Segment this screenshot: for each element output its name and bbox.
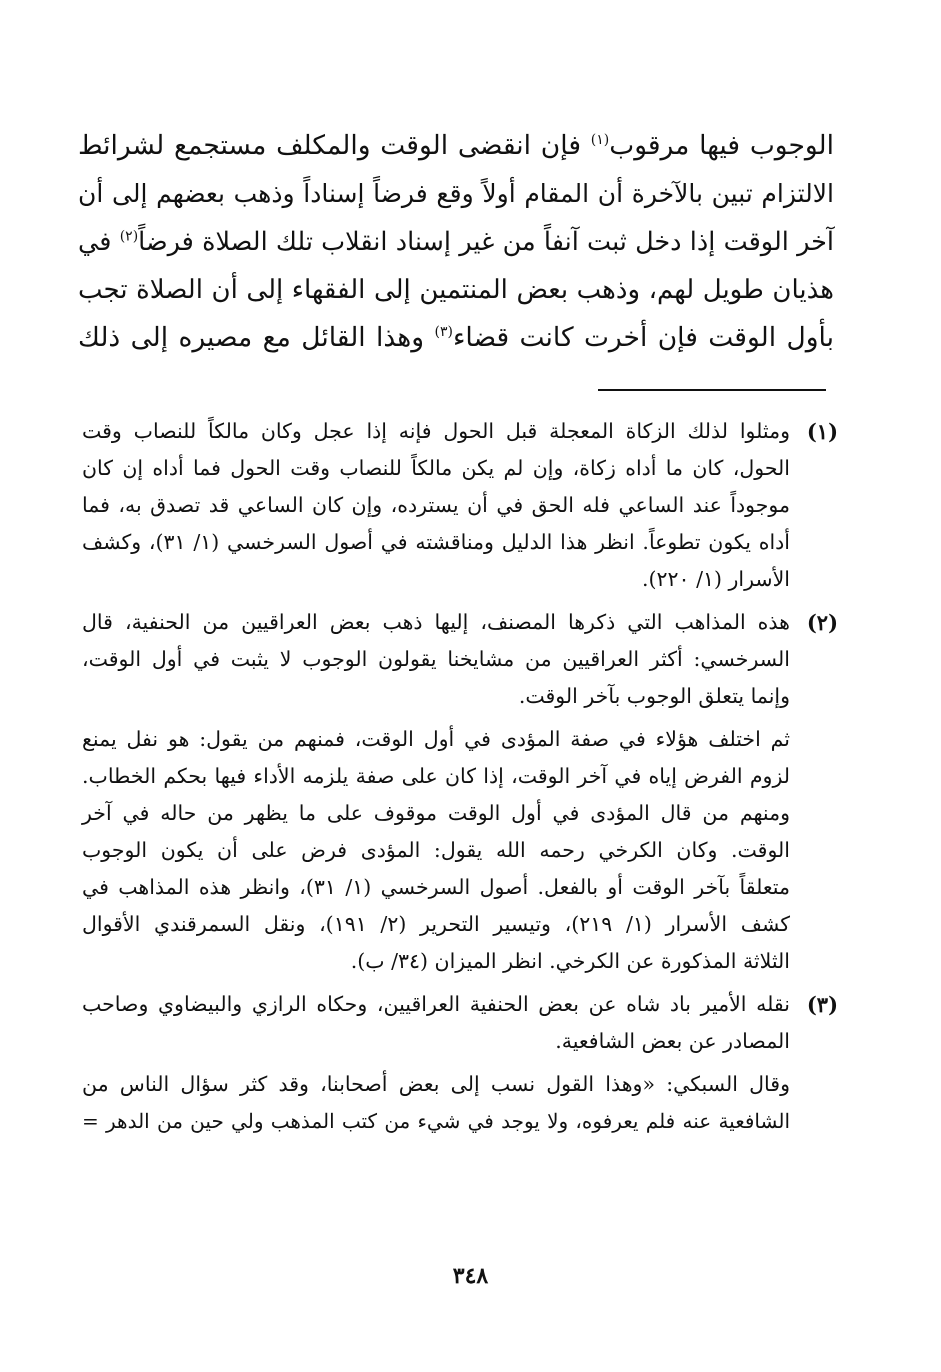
footnote-number: (٣) — [806, 992, 838, 1017]
footnote-line: كشف الأسرار (١/ ٢١٩)، وتيسير التحرير (٢/ ١٩١)، ونقل السمرقندي الأقوال — [82, 912, 790, 936]
main-line: الوجوب فيها مرقوب$^{(١)}$ فإن انقضى الوقت والمكلف مستجمع لشرائط — [78, 130, 834, 161]
footnote-line: نقله الأمير باد شاه عن بعض الحنفية العراقيين، وحكاه الرازي والبيضاوي وصاحب — [82, 992, 790, 1016]
footnote-line: ثم اختلف هؤلاء في صفة المؤدى في أول الوقت، فمنهم من يقول: هو نفل يمنع — [82, 727, 790, 751]
main-line: آخر الوقت إذا دخل ثبت آنفاً من غير إسناد انقلاب تلك الصلاة فرضاً$^{(٢)}$ في — [78, 227, 834, 257]
footnote-line: متعلقاً بآخر الوقت أو بالفعل. أصول السرخسي (١/ ٣١)، وانظر هذه المذاهب في — [82, 875, 790, 899]
footnote-line: ومنهم من قال المؤدى في أول الوقت موقوف على ما يظهر من حاله في آخر — [82, 801, 790, 825]
footnote-3 — [82, 986, 838, 1140]
footnote-line: لزوم الفرض إياه في آخر الوقت، إذا كان على صفة يلزمه الأداء فيها بحكم الخطاب. — [82, 764, 790, 788]
footnote-line: موجوداً عند الساعي فله الحق في أن يسترده، وإن كان الساعي قد تصدق به، فما — [82, 493, 790, 517]
main-line: هذيان طويل لهم، وذهب بعض المنتمين إلى الفقهاء إلى أن الصلاة تجب — [78, 275, 834, 305]
footnote-line: وقال السبكي: «وهذا القول نسب إلى بعض أصحابنا، وقد كثر سؤال الناس من — [82, 1072, 790, 1096]
footnotes-block — [82, 413, 838, 1140]
page-number: ٣٤٨ — [452, 1263, 489, 1289]
footnote-ref: (٢) — [119, 228, 139, 245]
footnote-line: الشافعية عنه فلم يعرفوه، ولا يوجد في شيء من كتب المذهب ولي حين من الدهر = — [82, 1109, 790, 1133]
footnote-number: (٢) — [806, 610, 838, 635]
footnote-line: وإنما يتعلق الوجوب بآخر الوقت. — [518, 684, 790, 708]
footnote-line: المصادر عن بعض الشافعية. — [555, 1029, 790, 1053]
main-line: الالتزام تبين بالآخرة أن المقام أولاً وقع فرضاً إسناداً وذهب بعضهم إلى أن — [78, 179, 834, 208]
footnote-line: الأسرار (١/ ٢٢٠). — [642, 567, 790, 591]
main-text-block — [78, 122, 834, 362]
footnote-1 — [82, 413, 838, 598]
footnote-line: الوقت. وكان الكرخي رحمه الله يقول: المؤدى فرض على أن يكون الوجوب — [82, 838, 790, 862]
footnote-line: أداه يكون تطوعاً. انظر هذا الدليل ومناقشته في أصول السرخسي (١/ ٣١)، وكشف — [82, 530, 790, 554]
footnote-ref: (١) — [590, 132, 610, 149]
footnote-ref: (٣) — [434, 324, 453, 341]
footnote-line: ومثلوا لذلك الزكاة المعجلة قبل الحول فإنه إذا عجل وكان مالكاً للنصاب وقت — [82, 419, 790, 443]
footnote-2 — [82, 604, 838, 980]
footnote-number: (١) — [806, 419, 838, 444]
footnote-line: السرخسي: أكثر العراقيين من مشايخنا يقولون الوجوب لا يثبت في أول الوقت، — [82, 647, 790, 671]
footnote-line: هذه المذاهب التي ذكرها المصنف، إليها ذهب بعض العراقيين من الحنفية، قال — [82, 610, 790, 634]
main-line: بأول الوقت فإن أخرت كانت قضاء$^{(٣)}$ وهذا القائل مع مصيره إلى ذلك — [78, 322, 834, 353]
footnote-line: الثلاثة المذكورة عن الكرخي. انظر الميزان (٣٤/ ب). — [350, 949, 790, 973]
footnote-separator — [598, 389, 826, 391]
footnote-line: الحول، كان ما أداه زكاة، وإن لم يكن مالكاً للنصاب وقت الحول فما أداه إن كان — [82, 456, 790, 480]
